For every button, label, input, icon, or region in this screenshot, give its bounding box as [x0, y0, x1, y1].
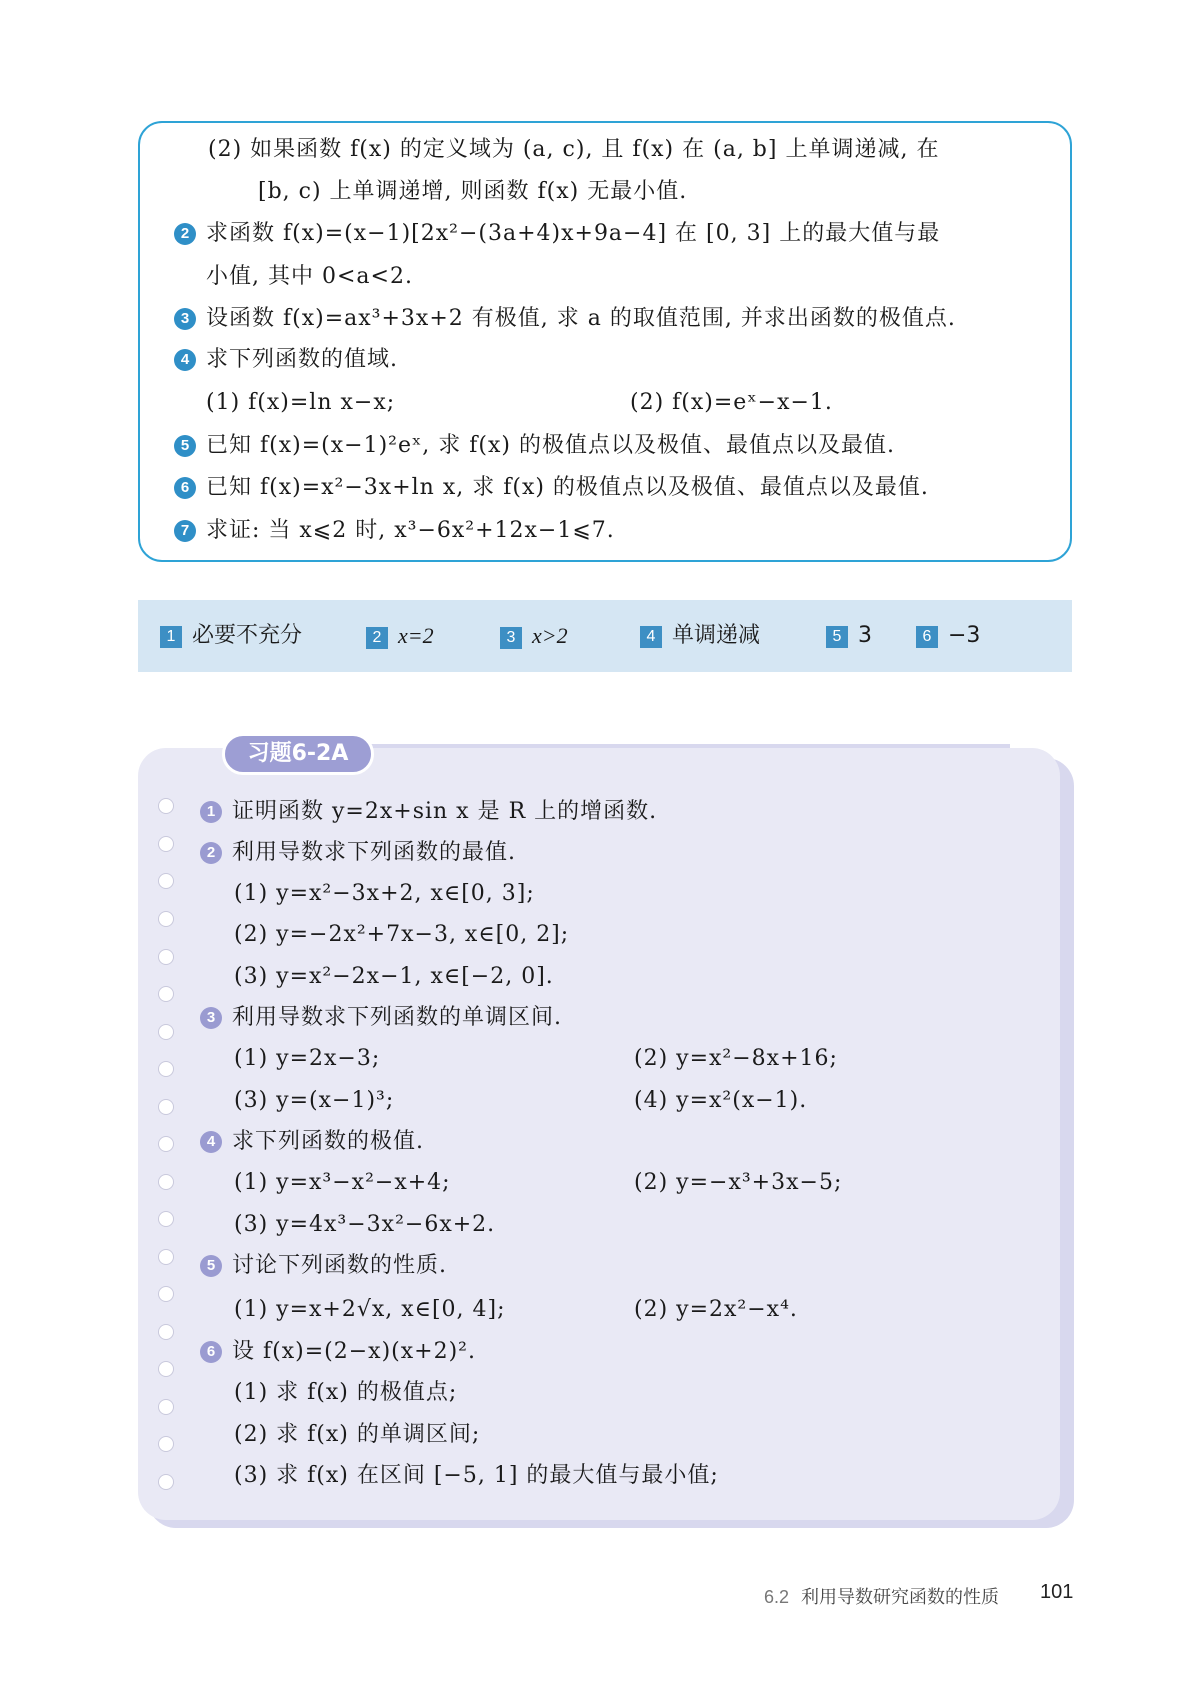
- exercise-subitem: (1) y=2x−3;: [234, 1046, 381, 1071]
- exercise-item-1: 1 证明函数 y=2x+sin x 是 R 上的增函数.: [200, 797, 657, 827]
- binder-hole: [158, 1136, 174, 1152]
- answer-number: 2: [366, 627, 388, 649]
- problem-subitem: (2) f(x)=eˣ−x−1.: [630, 390, 833, 415]
- exercise-subitem: (3) y=(x−1)³;: [234, 1088, 395, 1113]
- answer-number: 5: [826, 626, 848, 648]
- binder-hole: [158, 949, 174, 965]
- number-badge: 3: [200, 1007, 222, 1029]
- exercise-subitem: (1) y=x²−3x+2, x∈[0, 3];: [234, 881, 535, 906]
- exercise-item-3: 3 利用导数求下列函数的单调区间.: [200, 1003, 562, 1033]
- exercise-subitem: (2) y=−x³+3x−5;: [634, 1170, 843, 1195]
- number-badge: 5: [200, 1255, 222, 1277]
- binder-hole: [158, 1399, 174, 1415]
- problem-text-line: [b, c) 上单调递增, 则函数 f(x) 无最小值.: [258, 179, 688, 204]
- problem-item-2: 2 求函数 f(x)=(x−1)[2x²−(3a+4)x+9a−4] 在 [0, 3] 上的最大值与最: [174, 219, 940, 249]
- answer-6: 6 −3: [916, 621, 980, 651]
- binder-hole: [158, 1361, 174, 1377]
- answer-5: 5 3: [826, 621, 872, 651]
- number-badge: 1: [200, 801, 222, 823]
- exercise-subitem: (1) 求 f(x) 的极值点;: [234, 1380, 458, 1405]
- answer-number: 4: [640, 626, 662, 648]
- exercise-subitem: (2) 求 f(x) 的单调区间;: [234, 1422, 481, 1447]
- binder-hole: [158, 1211, 174, 1227]
- binder-hole: [158, 1061, 174, 1077]
- binder-hole: [158, 1324, 174, 1340]
- exercise-subitem: (2) y=x²−8x+16;: [634, 1046, 838, 1071]
- exercise-subitem: (2) y=2x²−x⁴.: [634, 1297, 798, 1322]
- binder-hole: [158, 836, 174, 852]
- exercise-item-5: 5 讨论下列函数的性质.: [200, 1251, 447, 1281]
- exercise-subitem: (3) y=4x³−3x²−6x+2.: [234, 1212, 496, 1237]
- binder-hole: [158, 1286, 174, 1302]
- footer-section: 6.2 利用导数研究函数的性质: [764, 1587, 1000, 1608]
- problem-text-line: (2) 如果函数 f(x) 的定义域为 (a, c), 且 f(x) 在 (a, b] 上单调递减, 在: [208, 137, 940, 162]
- binder-hole: [158, 798, 174, 814]
- problem-item-4: 4 求下列函数的值域.: [174, 345, 398, 375]
- number-badge: 3: [174, 308, 196, 330]
- problem-item-7: 7 求证: 当 x⩽2 时, x³−6x²+12x−1⩽7.: [174, 516, 615, 546]
- binder-hole: [158, 1436, 174, 1452]
- exercise-subitem: (2) y=−2x²+7x−3, x∈[0, 2];: [234, 922, 570, 947]
- problem-item-6: 6 已知 f(x)=x²−3x+ln x, 求 f(x) 的极值点以及极值、最值点以及最值.: [174, 473, 929, 503]
- answer-number: 1: [160, 626, 182, 648]
- number-badge: 4: [200, 1131, 222, 1153]
- number-badge: 4: [174, 349, 196, 371]
- binder-hole: [158, 1099, 174, 1115]
- exercise-item-2: 2 利用导数求下列函数的最值.: [200, 838, 516, 868]
- answer-3: 3 x>2: [500, 621, 568, 652]
- number-badge: 2: [174, 223, 196, 245]
- binder-hole: [158, 1474, 174, 1490]
- exercise-subitem: (4) y=x²(x−1).: [634, 1088, 808, 1113]
- answer-number: 3: [500, 627, 522, 649]
- number-badge: 2: [200, 842, 222, 864]
- page-number: 101: [1040, 1581, 1074, 1603]
- binder-hole: [158, 1174, 174, 1190]
- answer-strip: [138, 600, 1072, 672]
- exercise-subitem: (3) 求 f(x) 在区间 [−5, 1] 的最大值与最小值;: [234, 1463, 719, 1488]
- answer-4: 4 单调递减: [640, 621, 760, 651]
- exercise-subitem: (3) y=x²−2x−1, x∈[−2, 0].: [234, 964, 554, 989]
- number-badge: 5: [174, 435, 196, 457]
- exercise-subitem: (1) y=x³−x²−x+4;: [234, 1170, 451, 1195]
- answer-1: 1 必要不充分: [160, 621, 302, 651]
- binder-hole: [158, 873, 174, 889]
- number-badge: 7: [174, 520, 196, 542]
- problem-text-line: 小值, 其中 0<a<2.: [206, 264, 413, 289]
- exercise-subitem: (1) y=x+2√x, x∈[0, 4];: [234, 1297, 506, 1322]
- problem-item-3: 3 设函数 f(x)=ax³+3x+2 有极值, 求 a 的取值范围, 并求出函数的极值点.: [174, 304, 956, 334]
- number-badge: 6: [174, 477, 196, 499]
- problem-item-5: 5 已知 f(x)=(x−1)²eˣ, 求 f(x) 的极值点以及极值、最值点以及最值.: [174, 431, 895, 461]
- problem-subitem: (1) f(x)=ln x−x;: [206, 390, 396, 415]
- answer-number: 6: [916, 626, 938, 648]
- binder-hole: [158, 1249, 174, 1265]
- number-badge: 6: [200, 1341, 222, 1363]
- binder-hole: [158, 1024, 174, 1040]
- exercise-tab-label: 习题6-2A: [222, 733, 374, 775]
- exercise-item-6: 6 设 f(x)=(2−x)(x+2)².: [200, 1337, 476, 1367]
- binder-hole: [158, 911, 174, 927]
- answer-2: 2 x=2: [366, 621, 434, 652]
- binder-hole: [158, 986, 174, 1002]
- exercise-item-4: 4 求下列函数的极值.: [200, 1127, 424, 1157]
